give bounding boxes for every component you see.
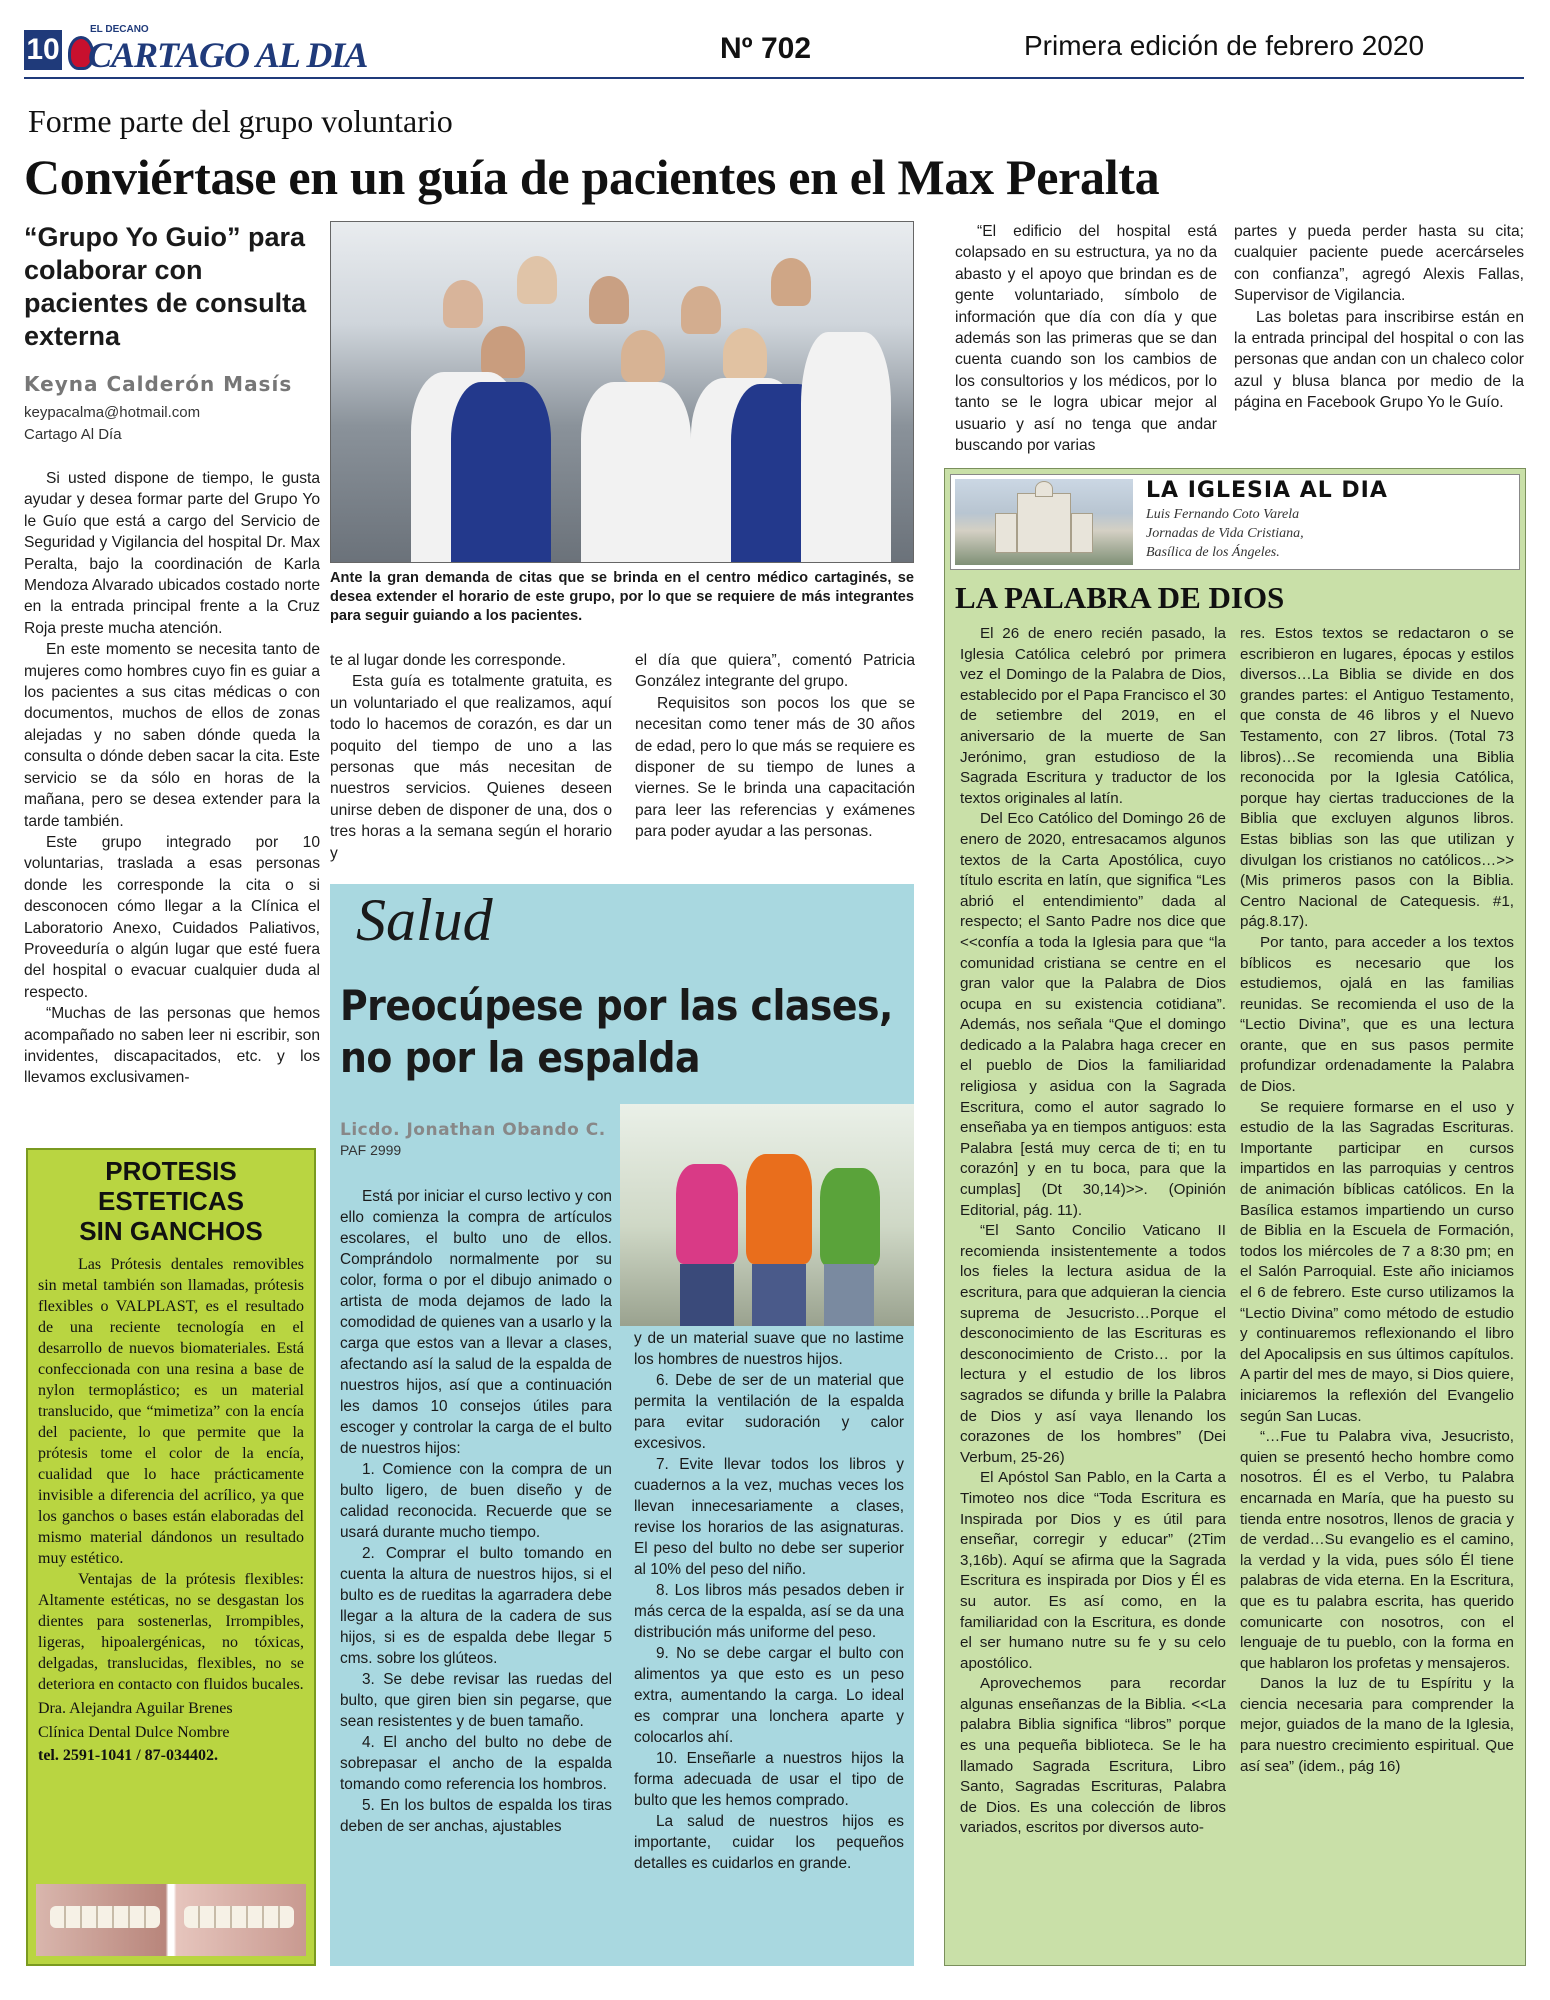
paragraph: Las boletas para inscribirse están en la entrada principal del hospital o con las personas que andan con un chaleco color azul y blusa blanca por medio de la página en Facebook Grupo Yo le Guío. (1234, 308, 1524, 412)
paragraph: Está por iniciar el curso lectivo y con ello comienza la compra de artículos escolares, el bulto uno de ellos. Comprándolo normalmente por su color, forma o por el dibujo animado o artista de moda dejamos de lado la comodidad de quienes van a usarlo y la carga que estos van a llevar a clases, afectando así la salud de la espalda de nuestros hijos, así que a continuación les damos 10 consejos útiles para escoger y controlar la carga de el bulto de nuestros hijos: (340, 1188, 612, 1457)
salud-author-credential: PAF 2999 (340, 1142, 402, 1158)
paragraph: “El Santo Concilio Vaticano II recomienda insistentemente a todos los fieles la lectura asidua de la escritura, para que adquieran la ciencia suprema de Jesucristo…Porque el desconocimiento de las Escrituras es desconocimiento de Cristo… por la lectura y el estudio de los libros sagrados se difunda y brille la Palabra de Dios y así vaya llenando los corazones de los hombres” (Dei Verbum, 25-26) (960, 1222, 1226, 1466)
iglesia-body-col1 (960, 624, 1226, 1960)
child-legs (680, 1264, 734, 1326)
person-head (443, 280, 483, 328)
salud-headline-line1: Preocúpese por las clases, (340, 981, 893, 1030)
salud-headline (340, 980, 910, 1084)
basilica-dome (1035, 481, 1053, 497)
page-number: 10 (24, 30, 62, 70)
paragraph: El 26 de enero recién pasado, la Iglesia Católica celebró por primera vez el Domingo de la Palabra de Dios, establecido por el Papa Francisco el 30 de setiembre del 2019, en el aniversario de la muerte de San Jerónimo, gran estudioso de la Sagrada Escritura y traductor de los textos originales al latín. (960, 625, 1226, 807)
paragraph: “Muchas de las personas que hemos acompañado no saben leer ni escribir, son invidentes, discapacitados, etc. y los llevamos exclusivamen- (24, 1005, 320, 1087)
backpacks-photo (620, 1104, 914, 1326)
salud-body-col2 (634, 1328, 904, 1966)
paragraph: El Apóstol San Pablo, en la Carta a Timoteo nos dice “Toda Escritura es Inspirada por Dios y es útil para enseñar, corregir y educar” (2Tim 3,16b). Aquí se afirma que la Sagrada Escritura es inspirada por Dios y Él es su autor. Es así como, en la familiaridad con la Escritura, es donde el ser humano nutre su fe y su celo apostólico. (960, 1469, 1226, 1672)
paragraph: Requisitos son pocos los que se necesitan como tener más de 30 años de edad, pero lo que más se requiere es disponer de su tiempo de lunes a viernes. Se le brinda una capacitación para leer las referencias y exámenes para poder ayudar a las personas. (635, 694, 915, 841)
paragraph: Danos la luz de tu Espíritu y la ciencia necesaria para comprender la mejor, guiados de la mano de la Iglesia, para nuestro crecimiento espiritual. Que así sea” (idem., pág 16) (1240, 1675, 1514, 1775)
paragraph: 8. Los libros más pesados deben ir más cerca de la espalda, así se da una distribución más uniforme del peso. (634, 1582, 904, 1641)
salud-body-col1 (340, 1186, 612, 1966)
paragraph: La salud de nuestros hijos es importante, cuidar los pequeños detalles es cuidarlos en grande. (634, 1813, 904, 1872)
salud-headline-line2: no por la espalda (340, 1033, 701, 1082)
ad-title-line1: PROTESIS ESTETICAS (98, 1156, 244, 1216)
article-body-right1 (955, 221, 1217, 457)
person-head (589, 276, 629, 324)
logo-name: CARTAGO AL DIA (88, 35, 368, 75)
ad-body (38, 1254, 304, 1695)
paragraph: 1. Comience con la compra de un bulto ligero, de buen diseño y de calidad reconocida. Recuerde que se usará durante mucho tiempo. (340, 1461, 612, 1541)
paragraph: te al lugar donde les corresponde. (330, 652, 566, 669)
paragraph: el día que quiera”, comentó Patricia González integrante del grupo. (635, 652, 915, 691)
article-body-right2 (1234, 221, 1524, 457)
teeth-before-icon (50, 1906, 160, 1928)
article-headline: Conviértase en un guía de pacientes en el Max Peralta (24, 149, 1160, 205)
ad-phone[interactable]: tel. 2591-1041 / 87-034402. (38, 1747, 218, 1764)
paragraph: 6. Debe de ser de un material que permita la ventilación de la espalda para evitar sudoración y calor excesivos. (634, 1372, 904, 1452)
person-head (621, 330, 665, 382)
newspaper-logo[interactable] (68, 24, 368, 76)
volunteers-group-photo (330, 221, 914, 563)
vest (451, 382, 551, 563)
ad-clinic: Clínica Dental Dulce Nombre (38, 1724, 230, 1741)
paragraph: 5. En los bultos de espalda los tiras deben de ser anchas, ajustables (340, 1797, 612, 1835)
paragraph: 2. Comprar el bulto tomando en cuenta la altura de nuestros hijos, si el bulto es de rueditas la agarradera debe llegar a la altura de la cadera de sus hijos, si es de espalda debe llegar 5 cms. sobre los glúteos. (340, 1545, 612, 1667)
paragraph: y de un material suave que no lastime los hombres de nuestros hijos. (634, 1330, 904, 1368)
issue-number: Nº 702 (720, 32, 812, 65)
basilica-facade (1017, 493, 1071, 553)
author-publication: Cartago Al Día (24, 426, 122, 443)
basilica-image (955, 479, 1133, 565)
paragraph: 7. Evite llevar todos los libros y cuadernos a la vez, muchas veces los llevan innecesariamente a clases, revise los horarios de las asignaturas. El peso del bulto no debe ser superior al 10% del peso del niño. (634, 1456, 904, 1578)
paragraph: 3. Se debe revisar las ruedas del bulto, que giren bien sin pegarse, que sean resistentes y de buen tamaño. (340, 1671, 612, 1730)
ad-title-line2: SIN GANCHOS (79, 1216, 263, 1246)
photo-caption: Ante la gran demanda de citas que se brinda en el centro médico cartaginés, se desea extender el horario de este grupo, por lo que se requiere de más integrantes para seguir guiando a los pacientes. (330, 570, 914, 624)
paragraph: 4. El ancho del bulto no debe de sobrepasar el ancho de la espalda tomando como referencia los hombros. (340, 1734, 612, 1793)
ad-paragraph: Ventajas de la prótesis flexibles: Altamente estéticas, no se desgastan los dientes para sostenerlas, Irrompibles, ligeras, hipoalergénicas, no tóxicas, delgadas, translucidas, flexibles, no se deteriora en contacto con fluidos bucales. (38, 1571, 304, 1693)
logo-tagline: EL DECANO (90, 24, 149, 35)
iglesia-org: Jornadas de Vida Cristiana, (1146, 526, 1304, 541)
iglesia-section-title: LA IGLESIA AL DIA (1146, 478, 1388, 503)
edition-date: Primera edición de febrero 2020 (1024, 30, 1425, 61)
iglesia-place: Basílica de los Ángeles. (1146, 545, 1280, 560)
article-body-left (24, 468, 320, 1138)
paragraph: En este momento se necesita tanto de mujeres como hombres cuyo fin es guiar a los pacientes a sus citas médicas o con documentos, muchos de ellos de zonas alejadas y no saben dónde queda la consulta o dónde deben sacar la cita. Este servicio se da sólo en horas de la mañana, pero se desea extender para la tarde también. (24, 641, 320, 830)
paragraph: “…Fue tu Palabra viva, Jesucristo, quien se presentó hecho hombre como nosotros. Él es el Verbo, tu Palabra encarnada en María, que ha puesto su tienda entre nosotros, llenos de gracia y de verdad…Su evangelio es el camino, la verdad y la vida, pues sólo Él tiene palabras de vida eterna. En la Escritura, que es tu palabra escrita, has querido comunicarte con nosotros, con el lenguaje de tu pueblo, con la forma en que hablaron los profetas y mensajeros. (1240, 1428, 1514, 1672)
salud-section-label: Salud (356, 887, 493, 953)
paragraph: 10. Enseñarle a nuestros hijos la forma adecuada de usar el tipo de bulto que les hemos comprado. (634, 1750, 904, 1809)
article-author: Keyna Calderón Masís (24, 372, 293, 396)
person-head (481, 326, 525, 378)
person-head (681, 286, 721, 334)
paragraph: Se requiere formarse en el uso y estudio de la las Sagradas Escrituras. Importante participar en cursos impartidos en las parroquias y centros de animación bíblicas católicos. En la Basílica estamos impartiendo un curso de Biblia en la Escuela de Formación, todos los miércoles de 7 a 8:30 pm; en el Salón Parroquial. Este año iniciamos el 6 de febrero. Este curso utilizamos la “Lectio Divina” como método de estudio y continuaremos reflexionando el libro del Apocalipsis en sus últimos capítulos. A partir del mes de mayo, si Dios quiere, iniciaremos la reflexión del Evangelio según San Lucas. (1240, 1098, 1514, 1425)
article-body-mid1 (330, 650, 612, 872)
paragraph: Este grupo integrado por 10 voluntarias, traslada a esas personas donde les corresponde la cita o si desconocen cómo llegar a la Clínica el Laboratorio Anexo, Cuidados Paliativos, Proveeduría o algún lugar que esté fuera del hospital o evacuar cualquier duda al respecto. (24, 833, 320, 1001)
backpack-orange (746, 1154, 812, 1264)
ad-paragraph: Las Prótesis dentales removibles sin metal también son llamadas, prótesis flexibles o VALPLAST, es el resultado de una reciente tecnología en el desarrollo de nuevos biomateriales. Está confeccionada con una resina a base de nylon termoplástico; es un material translucido, que “mimetiza” con la encía del paciente, lo que permite que la prótesis tome el color de la encía, cualidad que lo hace prácticamente invisible a diferencia del acrílico, ya que los ganchos o bases están elaboradas del mismo material dándonos un resultado muy estético. (38, 1256, 304, 1567)
child-legs (752, 1264, 806, 1326)
teeth-after-icon (184, 1906, 294, 1928)
header-divider (24, 77, 1524, 79)
backpack-pink (676, 1164, 738, 1264)
paragraph: Por tanto, para acceder a los textos bíblicos es necesario que los estudiemos, ojalá en las familias reunidas. Se recomienda el uso de la “Lectio Divina”, que es una lectura orante, que en sus pasos permite profundizar ordenadamente la Palabra de Dios. (1240, 933, 1514, 1096)
basilica-wing (995, 513, 1017, 553)
paragraph: res. Estos textos se redactaron o se escribieron en lugares, épocas y estilos diversos…La Biblia se divide en dos grandes partes: el Antiguo Testamento, que consta de 46 libros y el Nuevo Testamento, con 27 libros. (Total 73 libros)…Se recomienda una Biblia reconocida por la Iglesia Católica, porque hay ciertas traducciones de la Biblia que excluyen algunos libros. Estas biblias son las que utilizan y divulgan los cristianos no católicos…>> (Mis primeros pasos con la Biblia. Centro Nacional de Catequesis. #1, pág.8.17). (1240, 625, 1514, 931)
paragraph: Aprovechemos para recordar algunas enseñanzas de la Biblia. <<La palabra Biblia significa “libros” porque es una pequeña biblioteca. Se le ha llamado Sagrada Escritura, Libro Santo, Sagradas Escrituras, Palabra de Dios. Es una colección de libros variados, escritos por diversos auto- (960, 1675, 1226, 1837)
author-email[interactable]: keypacalma@hotmail.com (24, 404, 201, 421)
article-body-mid2 (635, 650, 915, 872)
backpack-green (820, 1168, 880, 1266)
article-kicker: Forme parte del grupo voluntario (28, 103, 453, 139)
paragraph: Del Eco Católico del Domingo 26 de enero de 2020, entresacamos algunos textos de la Carta Apostólica, cuyo título escrita en latín, que significa “Les abrió el entendimiento” dada al respecto; el Santo Padre nos dice que <<confía a toda la Iglesia para que “la comunidad cristiana se centre en el gran valor que la Palabra de Dios ocupa en su existencia cotidiana”. Además, nos señala “Que el domingo dedicado a la Palabra haga crecer en el pueblo de Dios la familiaridad religiosa y asidua con la Sagrada Escritura, como el autor sagrado lo enseñaba ya en tiempos antiguos: esta Palabra [está muy cerca de ti; en tu corazón] y en tu boca, para que la cumplas] (Dt 30,14)>>. (Opinión Editorial, pág. 11). (960, 810, 1226, 1219)
paragraph: Si usted dispone de tiempo, le gusta ayudar y desea formar parte del Grupo Yo le Guío que está a cargo del Servicio de Seguridad y Vigilancia del hospital Dr. Max Peralta, bajo la coordinación de Karla Mendoza Alvarado ubicados costado norte en la entrada principal frente a la Cruz Roja preste mucha atención. (24, 470, 320, 637)
shirt (581, 382, 691, 563)
dental-before-after-image (36, 1884, 306, 1956)
salud-author: Licdo. Jonathan Obando C. (340, 1120, 606, 1140)
child-legs (824, 1264, 874, 1326)
paragraph: 9. No se debe cargar el bulto con alimentos ya que esto es un peso extra, aumentando la carga. Lo ideal es comprar una lonchera aparte y colocarlos ahí. (634, 1645, 904, 1746)
person-head (517, 256, 557, 304)
article-deck: “Grupo Yo Guio” para colaborar con pacientes de consulta externa (24, 222, 307, 351)
paragraph: partes y pueda perder hasta su cita; cualquier paciente puede acercárseles con confianza”, agregó Alexis Fallas, Supervisor de Vigilancia. (1234, 223, 1524, 305)
iglesia-headline: LA PALABRA DE DIOS (955, 580, 1285, 615)
ad-doctor: Dra. Alejandra Aguilar Brenes (38, 1700, 233, 1717)
iglesia-author: Luis Fernando Coto Varela (1146, 507, 1300, 522)
paragraph: Esta guía es totalmente gratuita, es un voluntariado el que realizamos, aquí todo lo hacemos de corazón, es dar un poquito del tiempo de uno a las personas que más necesitan de nuestros servicios. Quienes deseen unirse deben de disponer de una, dos o tres horas a la semana según el horario y (330, 673, 612, 862)
person-head (771, 258, 811, 306)
person-head (723, 328, 767, 380)
iglesia-author-block (1146, 505, 1304, 562)
shirt (801, 332, 891, 563)
paragraph: “El edificio del hospital está colapsado en su estructura, ya no da abasto y el apoyo que brindan es de gente voluntariado, símbolo de información que día con día y que además son las primeras que se dan cuenta cuando son los cambios de los consultorios y los médicos, por lo tanto se le logra ubicar mejor al usuario y así no tenga que andar buscando por varias (955, 223, 1217, 455)
basilica-wing (1071, 513, 1093, 553)
dental-ad[interactable] (26, 1148, 316, 1966)
iglesia-body-col2 (1240, 624, 1514, 1960)
